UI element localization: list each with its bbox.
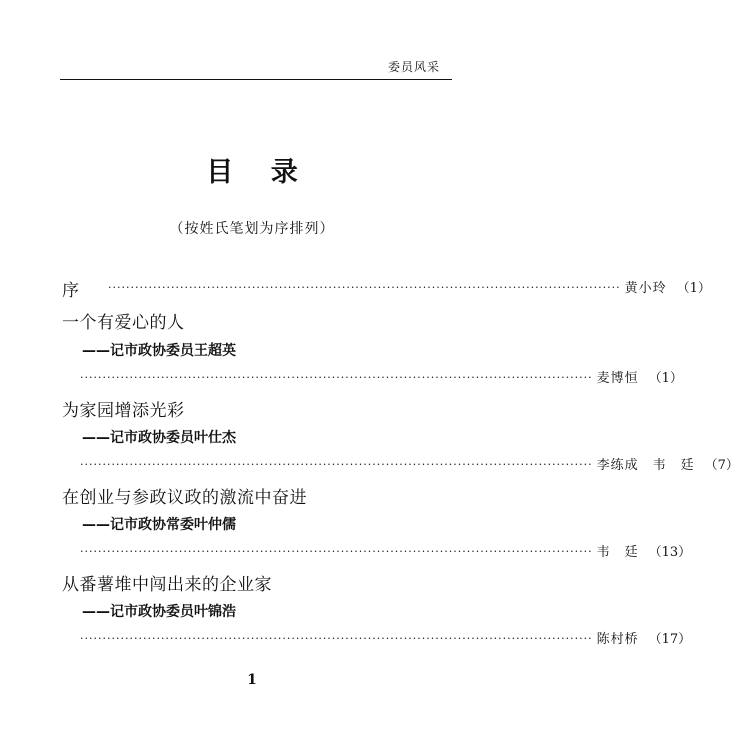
toc-entry-subtitle: ——记市政协委员叶锦浩 — [82, 604, 236, 620]
dot-leader: ·················································································································· — [80, 632, 593, 645]
toc-entry-title: 序 — [62, 281, 80, 301]
header-rule — [60, 79, 452, 80]
toc-entry-title: 在创业与参政议政的激流中奋进 — [62, 488, 307, 508]
toc-entry-leader — [80, 453, 739, 473]
toc-entry-page: （17） — [648, 632, 692, 647]
dot-leader: ·················································································································· — [80, 545, 593, 558]
toc-entry-author: 韦 廷 — [596, 545, 639, 560]
page-number: 1 — [247, 672, 257, 688]
page-title: 目 录 — [206, 157, 312, 188]
toc-entry-title: 一个有爱心的人 — [62, 313, 185, 333]
toc-entry-page: （13） — [648, 545, 692, 560]
toc-entry-page: （1） — [676, 281, 711, 296]
toc-entry-leader — [108, 276, 711, 296]
toc-entry-title: 为家园增添光彩 — [62, 401, 185, 421]
toc-entry-leader — [80, 627, 692, 647]
toc-entry-author: 麦博恒 — [596, 371, 639, 386]
page-subtitle: （按姓氏笔划为序排列） — [169, 221, 335, 237]
toc-entry-page: （1） — [648, 371, 683, 386]
dot-leader: ·················································································································· — [80, 371, 593, 384]
dot-leader: ·················································································································· — [80, 458, 593, 471]
dot-leader: ·················································································································· — [108, 281, 621, 294]
toc-entry-title: 从番薯堆中闯出来的企业家 — [62, 575, 272, 595]
toc-entry-author: 陈村桥 — [596, 632, 639, 647]
toc-entry-subtitle: ——记市政协委员叶仕杰 — [82, 430, 236, 446]
toc-entry-author: 李练成 韦 廷 — [596, 458, 695, 473]
toc-entry-leader — [80, 540, 692, 560]
toc-entry-subtitle: ——记市政协常委叶仲儒 — [82, 517, 236, 533]
toc-entry-leader — [80, 366, 683, 386]
header-section-title: 委员风采 — [387, 60, 440, 74]
toc-entry-author: 黄小玲 — [624, 281, 667, 296]
toc-entry-subtitle: ——记市政协委员王超英 — [82, 343, 236, 359]
toc-entry-page: （7） — [704, 458, 739, 473]
